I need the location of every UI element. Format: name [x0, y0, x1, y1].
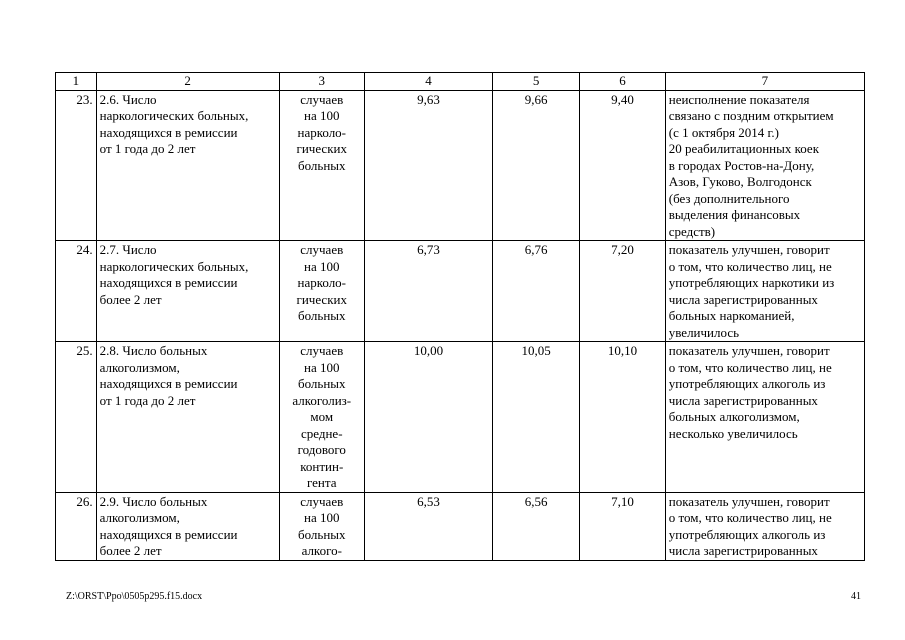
- note-line: числа зарегистрированных: [668, 392, 818, 408]
- note-line: неисполнение показателя: [668, 91, 810, 107]
- name-line: алкоголизмом,: [99, 510, 180, 525]
- value-v4: 9,63: [364, 90, 492, 241]
- unit-line: алкого-: [301, 543, 342, 558]
- note-line: показатель улучшен, говорит: [668, 242, 830, 257]
- name-line: находящихся в ремиссии: [99, 275, 238, 290]
- name-line: 2.7. Число: [99, 242, 157, 257]
- name-line: 2.9. Число больных: [99, 493, 208, 509]
- value-v4: 6,73: [364, 241, 492, 342]
- table-row: [56, 342, 865, 493]
- unit-line: случаев: [300, 493, 344, 509]
- note-line: несколько увеличилось: [668, 425, 798, 441]
- unit-line: на 100: [304, 108, 340, 123]
- note-line: больных наркоманией,: [668, 308, 795, 323]
- value-v6: 7,10: [580, 492, 665, 560]
- name-line: находящихся в ремиссии: [99, 376, 238, 391]
- name-line: более 2 лет: [99, 543, 162, 558]
- column-header-3: 3: [279, 73, 364, 91]
- unit-line: больных: [297, 526, 346, 542]
- note-line: выделения финансовых: [668, 207, 801, 222]
- column-header-5: 5: [492, 73, 579, 91]
- unit-line: больных: [297, 157, 346, 173]
- unit-line: на 100: [304, 359, 340, 375]
- unit-line: случаев: [300, 242, 344, 257]
- value-v5: 6,56: [492, 492, 579, 560]
- unit-line: нарколо-: [297, 124, 347, 140]
- footer-file-path: Z:\ORST\Ppo\0505p295.f15.docx: [66, 591, 203, 602]
- row-number: 26.: [56, 492, 97, 560]
- unit-line: гента: [307, 475, 337, 490]
- unit-line: нарколо-: [297, 275, 347, 290]
- value-v5: 6,76: [492, 241, 579, 342]
- name-line: наркологических больных,: [99, 258, 249, 274]
- value-v6: 9,40: [580, 90, 665, 241]
- note-text: [665, 342, 864, 493]
- indicator-name: [96, 492, 279, 560]
- row-number: 25.: [56, 342, 97, 493]
- note-text: [665, 241, 864, 342]
- note-line: числа зарегистрированных: [668, 543, 818, 558]
- unit-line: средне-: [300, 425, 343, 441]
- note-line: связано с поздним открытием: [668, 108, 834, 123]
- note-line: больных алкоголизмом,: [668, 409, 800, 424]
- column-header-1: 1: [56, 73, 97, 91]
- note-line: (с 1 октября 2014 г.): [668, 124, 780, 140]
- note-line: увеличилось: [668, 324, 740, 340]
- unit-line: на 100: [304, 510, 340, 525]
- table-body: [56, 90, 865, 560]
- unit-of-measure: [279, 241, 364, 342]
- note-line: о том, что количество лиц, не: [668, 359, 832, 375]
- column-header-6: 6: [580, 73, 665, 91]
- value-v4: 6,53: [364, 492, 492, 560]
- indicator-name: [96, 342, 279, 493]
- note-line: показатель улучшен, говорит: [668, 343, 830, 358]
- name-line: от 1 года до 2 лет: [99, 392, 196, 408]
- name-line: 2.6. Число: [99, 91, 157, 107]
- unit-line: больных: [297, 308, 346, 323]
- indicator-name: [96, 241, 279, 342]
- column-header-2: 2: [96, 73, 279, 91]
- column-header-4: 4: [364, 73, 492, 91]
- note-line: средств): [668, 223, 716, 239]
- name-line: от 1 года до 2 лет: [99, 141, 196, 156]
- row-number: 23.: [56, 90, 97, 241]
- note-line: (без дополнительного: [668, 190, 790, 206]
- name-line: находящихся в ремиссии: [99, 124, 238, 140]
- name-line: алкоголизмом,: [99, 359, 180, 375]
- value-v5: 9,66: [492, 90, 579, 241]
- unit-line: гических: [296, 291, 347, 307]
- table-row: [56, 90, 865, 241]
- name-line: более 2 лет: [99, 291, 162, 307]
- unit-line: на 100: [304, 258, 340, 274]
- footer-page-number: 41: [851, 591, 861, 602]
- value-v4: 10,00: [364, 342, 492, 493]
- value-v5: 10,05: [492, 342, 579, 493]
- name-line: наркологических больных,: [99, 108, 249, 123]
- note-line: показатель улучшен, говорит: [668, 493, 830, 509]
- name-line: 2.8. Число больных: [99, 343, 208, 358]
- unit-line: контин-: [300, 458, 344, 474]
- row-number: 24.: [56, 241, 97, 342]
- unit-of-measure: [279, 90, 364, 241]
- note-line: употребляющих алкоголь из: [668, 376, 826, 391]
- header-row: [56, 73, 865, 91]
- name-line: находящихся в ремиссии: [99, 526, 238, 542]
- unit-line: случаев: [300, 91, 344, 107]
- unit-line: мом: [310, 409, 334, 424]
- unit-line: годового: [297, 442, 346, 457]
- value-v6: 10,10: [580, 342, 665, 493]
- indicator-name: [96, 90, 279, 241]
- note-line: 20 реабилитационных коек: [668, 141, 820, 156]
- note-line: в городах Ростов-на-Дону,: [668, 157, 815, 173]
- table-row: [56, 492, 865, 560]
- note-line: о том, что количество лиц, не: [668, 258, 832, 274]
- unit-of-measure: [279, 342, 364, 493]
- data-table: [55, 72, 865, 561]
- value-v6: 7,20: [580, 241, 665, 342]
- note-line: числа зарегистрированных: [668, 291, 818, 307]
- table-row: [56, 241, 865, 342]
- note-text: [665, 492, 864, 560]
- note-line: Азов, Гуково, Волгодонск: [668, 174, 812, 189]
- note-line: о том, что количество лиц, не: [668, 510, 832, 525]
- column-header-7: 7: [665, 73, 864, 91]
- unit-line: гических: [296, 141, 347, 156]
- unit-line: случаев: [300, 343, 344, 358]
- unit-line: алкоголиз-: [292, 392, 352, 408]
- unit-of-measure: [279, 492, 364, 560]
- note-line: употребляющих алкоголь из: [668, 526, 826, 542]
- unit-line: больных: [297, 376, 346, 391]
- note-line: употребляющих наркотики из: [668, 275, 835, 290]
- note-text: [665, 90, 864, 241]
